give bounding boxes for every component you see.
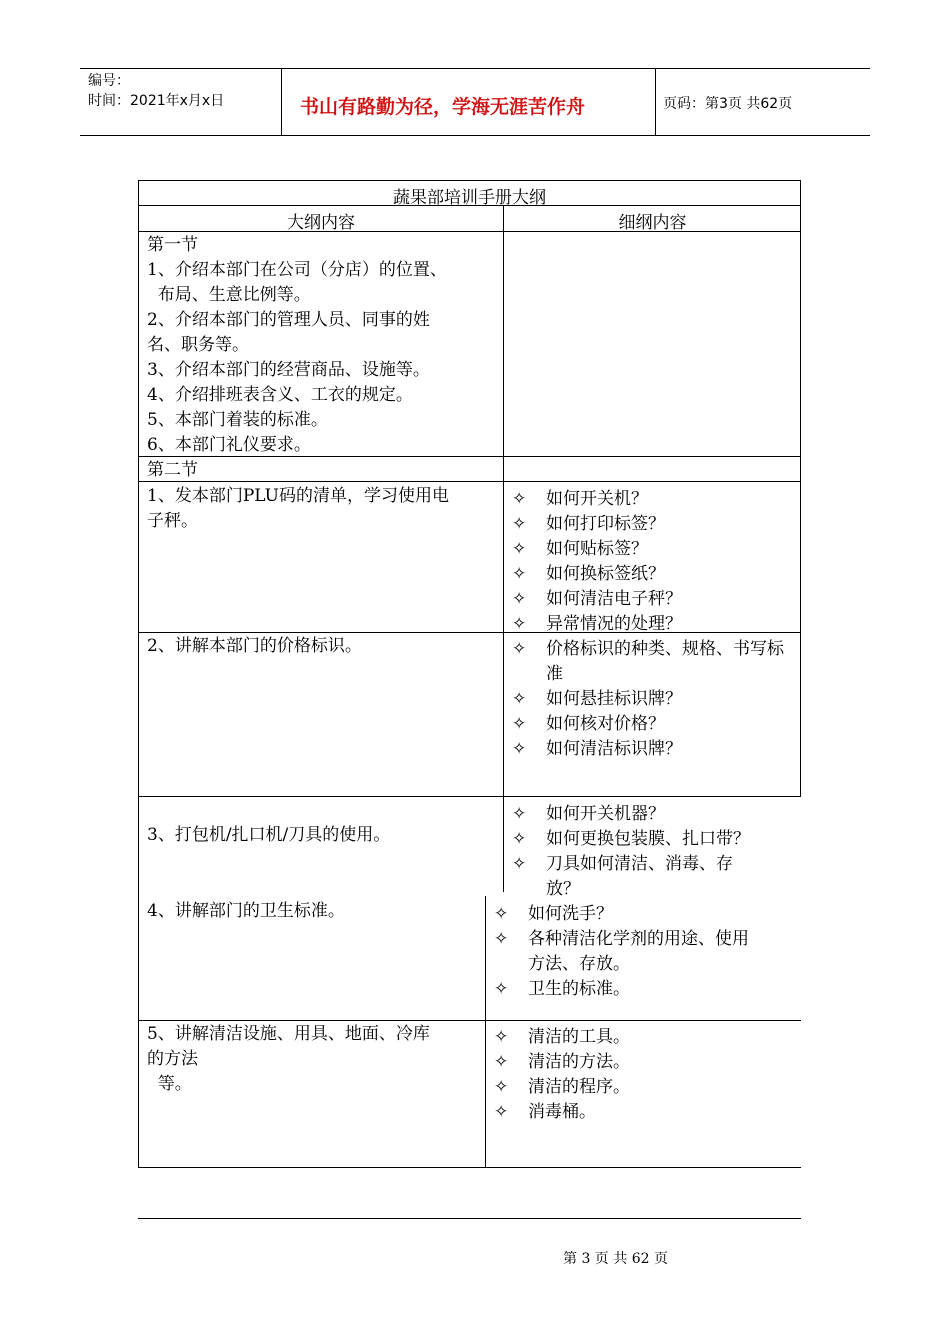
table-rule-section2 [138, 481, 801, 482]
detail-item [494, 1072, 630, 1097]
row1-outline-cell [147, 484, 449, 534]
detail-item-continuation [546, 659, 563, 684]
row5-outline-line: 的方法 [147, 1049, 198, 1069]
row5-outline-line: 5、讲解清洁设施、用具、地面、冷库 [147, 1024, 430, 1044]
detail-text: 放？ [546, 879, 580, 899]
detail-item [512, 849, 733, 874]
detail-text: 如何核对价格？ [546, 714, 665, 734]
detail-item [512, 799, 665, 824]
detail-item [512, 534, 648, 559]
detail-text: 准 [546, 664, 563, 684]
section1-line: 2、介绍本部门的管理人员、同事的姓 [147, 310, 430, 330]
table-rule-row1 [138, 632, 801, 633]
row1-outline-line: 子秤。 [147, 511, 198, 531]
diamond-star-icon: ✧ [512, 639, 527, 659]
header-page-number: 页码：第3页 共62页 [663, 96, 793, 112]
row4-outline-cell [147, 899, 345, 924]
section1-heading: 第一节 [147, 235, 198, 255]
diamond-star-icon: ✧ [512, 489, 527, 509]
detail-item [494, 1047, 630, 1072]
detail-text: 方法、存放。 [528, 954, 630, 974]
detail-text: 如何清洁标识牌？ [546, 739, 682, 759]
detail-item [512, 559, 665, 584]
footer-page-number: 第 3 页 共 62 页 [563, 1251, 668, 1267]
detail-text: 如何开关机器？ [546, 804, 665, 824]
detail-item [494, 924, 749, 949]
table-rule-row2b [504, 796, 801, 797]
row2-outline-line: 2、讲解本部门的价格标识。 [147, 636, 362, 656]
table-divider-upper [503, 205, 504, 797]
diamond-star-icon: ✧ [512, 564, 527, 584]
row5-outline-line: 等。 [147, 1074, 192, 1094]
section1-line: 3、介绍本部门的经营商品、设施等。 [147, 360, 430, 380]
diamond-star-icon: ✧ [512, 854, 527, 874]
diamond-star-icon: ✧ [512, 804, 527, 824]
section1-line: 6、本部门礼仪要求。 [147, 435, 311, 455]
detail-item [494, 899, 613, 924]
detail-item [512, 734, 682, 759]
diamond-star-icon: ✧ [512, 589, 527, 609]
header-motto: 书山有路勤为径，学海无涯苦作舟 [300, 96, 586, 118]
diamond-star-icon: ✧ [512, 689, 527, 709]
detail-text: 如何打印标签？ [546, 514, 665, 534]
detail-text: 卫生的标准。 [528, 979, 630, 999]
header-divider-2 [655, 68, 656, 136]
diamond-star-icon: ✧ [512, 539, 527, 559]
section1-outline-cell [147, 233, 447, 458]
row5-outline-cell [147, 1022, 430, 1097]
diamond-star-icon: ✧ [494, 1027, 509, 1047]
detail-text: 异常情况的处理？ [546, 614, 682, 634]
footer-rule [138, 1218, 801, 1219]
detail-text: 如何更换包装膜、扎口带？ [546, 829, 750, 849]
diamond-star-icon: ✧ [512, 514, 527, 534]
detail-text: 如何换标签纸？ [546, 564, 665, 584]
table-divider-mid [503, 797, 504, 892]
detail-item [512, 684, 682, 709]
detail-item [494, 974, 630, 999]
header-divider-1 [281, 68, 282, 136]
diamond-star-icon: ✧ [494, 1077, 509, 1097]
detail-item [494, 1022, 630, 1047]
column-header-outline: 大纲内容 [287, 213, 355, 233]
diamond-star-icon: ✧ [494, 1102, 509, 1122]
diamond-star-icon: ✧ [512, 714, 527, 734]
table-rule-top [138, 180, 801, 181]
detail-text: 如何开关机？ [546, 489, 648, 509]
row4-outline-line: 4、讲解部门的卫生标准。 [147, 901, 345, 921]
detail-text: 如何洗手？ [528, 904, 613, 924]
detail-item-continuation [546, 874, 580, 899]
diamond-star-icon: ✧ [512, 739, 527, 759]
detail-text: 价格标识的种类、规格、书写标 [546, 639, 784, 659]
detail-text: 清洁的方法。 [528, 1052, 630, 1072]
header-date: 时间：2021年x月x日 [88, 93, 225, 109]
table-divider-lower [485, 896, 486, 1168]
detail-item-continuation [528, 949, 630, 974]
detail-text: 消毒桶。 [528, 1102, 596, 1122]
detail-text: 如何贴标签？ [546, 539, 648, 559]
detail-item [512, 484, 648, 509]
section1-line: 5、本部门着装的标准。 [147, 410, 328, 430]
diamond-star-icon: ✧ [494, 979, 509, 999]
table-title: 蔬果部培训手册大纲 [393, 188, 546, 208]
diamond-star-icon: ✧ [494, 1052, 509, 1072]
header-number-label: 编号： [88, 73, 130, 89]
detail-text: 如何悬挂标识牌？ [546, 689, 682, 709]
detail-item [512, 509, 665, 534]
section1-line: 名、职务等。 [147, 335, 249, 355]
section2-heading: 第二节 [147, 460, 198, 480]
detail-item [512, 709, 665, 734]
row3-outline-line: 3、打包机/扎口机/刀具的使用。 [147, 825, 391, 845]
detail-text: 各种清洁化学剂的用途、使用 [528, 929, 749, 949]
table-rule-bottom [138, 1167, 801, 1168]
detail-item [512, 824, 750, 849]
detail-text: 清洁的工具。 [528, 1027, 630, 1047]
section1-line: 布局、生意比例等。 [147, 285, 311, 305]
detail-item [512, 609, 682, 634]
header-bottom-rule [80, 135, 870, 136]
detail-text: 清洁的程序。 [528, 1077, 630, 1097]
detail-item [512, 634, 784, 659]
row2-outline-cell [147, 634, 362, 659]
table-rule-row2a [138, 796, 504, 797]
diamond-star-icon: ✧ [494, 929, 509, 949]
row3-outline-cell [147, 823, 390, 848]
column-header-detail: 细纲内容 [618, 213, 687, 233]
detail-item [512, 584, 682, 609]
section1-line: 1、介绍本部门在公司（分店）的位置、 [147, 260, 447, 280]
header-top-rule [80, 68, 870, 69]
row1-outline-line: 1、发本部门PLU码的清单，学习使用电 [147, 486, 449, 506]
detail-text: 如何清洁电子秤？ [546, 589, 682, 609]
diamond-star-icon: ✧ [494, 904, 509, 924]
diamond-star-icon: ✧ [512, 614, 527, 634]
detail-text: 刀具如何清洁、消毒、存 [546, 854, 733, 874]
table-border-right [800, 180, 801, 797]
table-rule-row4 [138, 1020, 801, 1021]
detail-item [494, 1097, 596, 1122]
diamond-star-icon: ✧ [512, 829, 527, 849]
section1-line: 4、介绍排班表含义、工衣的规定。 [147, 385, 413, 405]
